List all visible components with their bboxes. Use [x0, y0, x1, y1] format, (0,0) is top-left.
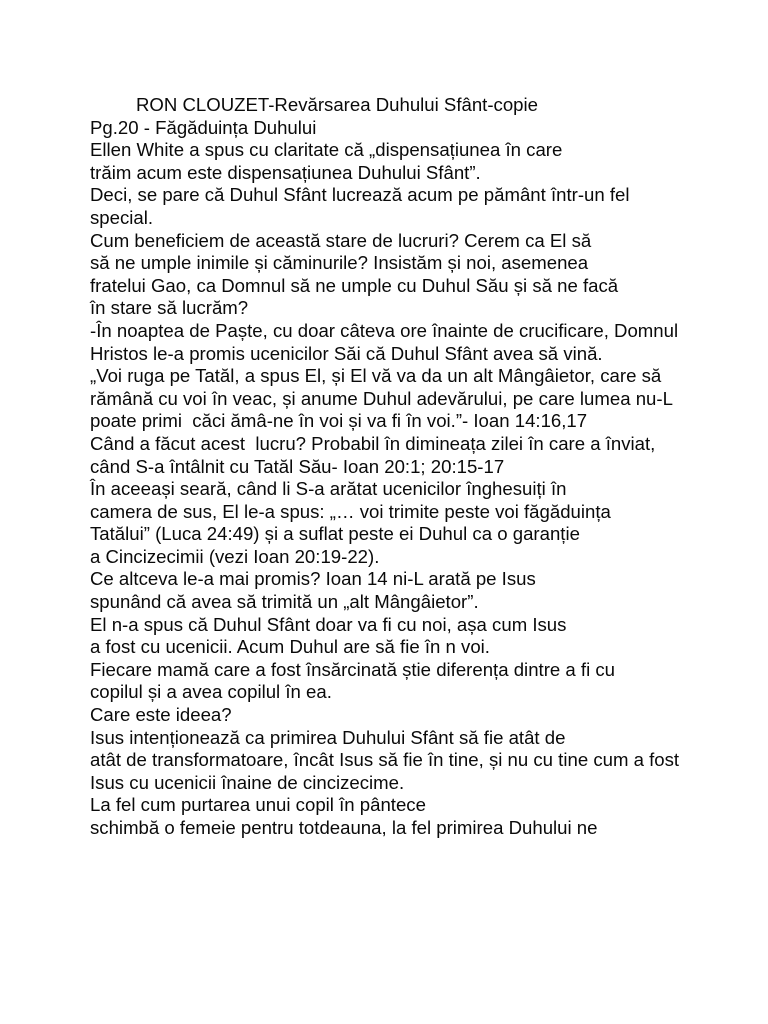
text-line: atât de transformatoare, încât Isus să fie în tine, și nu cu tine cum a fost [90, 749, 680, 771]
text-line: La fel cum purtarea unui copil în pântece [90, 794, 426, 816]
text-line: a fost cu ucenicii. Acum Duhul are să fie în n voi. [90, 636, 490, 658]
text-line: spunând că avea să trimită un „alt Mângâietor”. [90, 591, 479, 613]
text-line: Hristos le-a promis ucenicilor Săi că Duhul Sfânt avea să vină. [90, 342, 603, 364]
text-line: Când a făcut acest lucru? Probabil în dimineața zilei în care a înviat, [90, 432, 656, 454]
text-line: -În noaptea de Paște, cu doar câteva ore înainte de crucificare, Domnul [90, 319, 679, 341]
text-line: El n-a spus că Duhul Sfânt doar va fi cu noi, așa cum Isus [90, 613, 567, 635]
text-line: schimbă o femeie pentru totdeauna, la fel primirea Duhului ne [90, 817, 598, 838]
text-line: Ellen White a spus cu claritate că „dispensațiunea în care [90, 139, 563, 161]
text-line: Ce altceva le-a mai promis? Ioan 14 ni-L arată pe Isus [90, 568, 536, 590]
text-line: Cum beneficiem de această stare de lucruri? Cerem ca El să [90, 229, 592, 251]
text-line: fratelui Gao, ca Domnul să ne umple cu Duhul Său și să ne facă [90, 274, 619, 296]
document-title: RON CLOUZET-Revărsarea Duhului Sfânt-copie [136, 94, 538, 115]
text-line: Isus cu ucenicii înaine de cincizecime. [90, 771, 405, 793]
text-line: copilul și a avea copilul în ea. [90, 681, 332, 703]
text-line: Care este ideea? [90, 704, 232, 726]
text-line: Isus intenționează ca primirea Duhului Sfânt să fie atât de [90, 726, 566, 748]
text-line: camera de sus, El le-a spus: „… voi trimite peste voi făgăduința [90, 500, 611, 522]
text-line: rămână cu voi în veac, și anume Duhul adevărului, pe care lumea nu-L [90, 387, 673, 409]
text-line: în stare să lucrăm? [90, 297, 249, 319]
text-line: Tatălui” (Luca 24:49) și a suflat peste ei Duhul ca o garanție [90, 523, 580, 545]
text-line: Fiecare mamă care a fost însărcinată știe diferența dintre a fi cu [90, 658, 616, 680]
text-line: Pg.20 - Făgăduința Duhului [90, 116, 317, 138]
text-line: a Cincizecimii (vezi Ioan 20:19-22). [90, 545, 380, 567]
text-line: să ne umple inimile și căminurile? Insistăm și noi, asemenea [90, 252, 589, 274]
document-page [90, 94, 750, 840]
text-line: trăim acum este dispensațiunea Duhului Sfânt”. [90, 161, 481, 183]
text-line: poate primi căci ămâ-ne în voi și va fi în voi.”- Ioan 14:16,17 [90, 410, 588, 432]
text-line: Deci, se pare că Duhul Sfânt lucrează acum pe pământ într-un fel [90, 184, 630, 206]
text-line: „Voi ruga pe Tatăl, a spus El, și El vă va da un alt Mângâietor, care să [90, 365, 662, 387]
text-line: special. [90, 206, 154, 228]
text-line: În aceeași seară, când li S-a arătat ucenicilor înghesuiți în [90, 478, 567, 500]
text-line: când S-a întâlnit cu Tatăl Său- Ioan 20:1; 20:15-17 [90, 455, 505, 477]
